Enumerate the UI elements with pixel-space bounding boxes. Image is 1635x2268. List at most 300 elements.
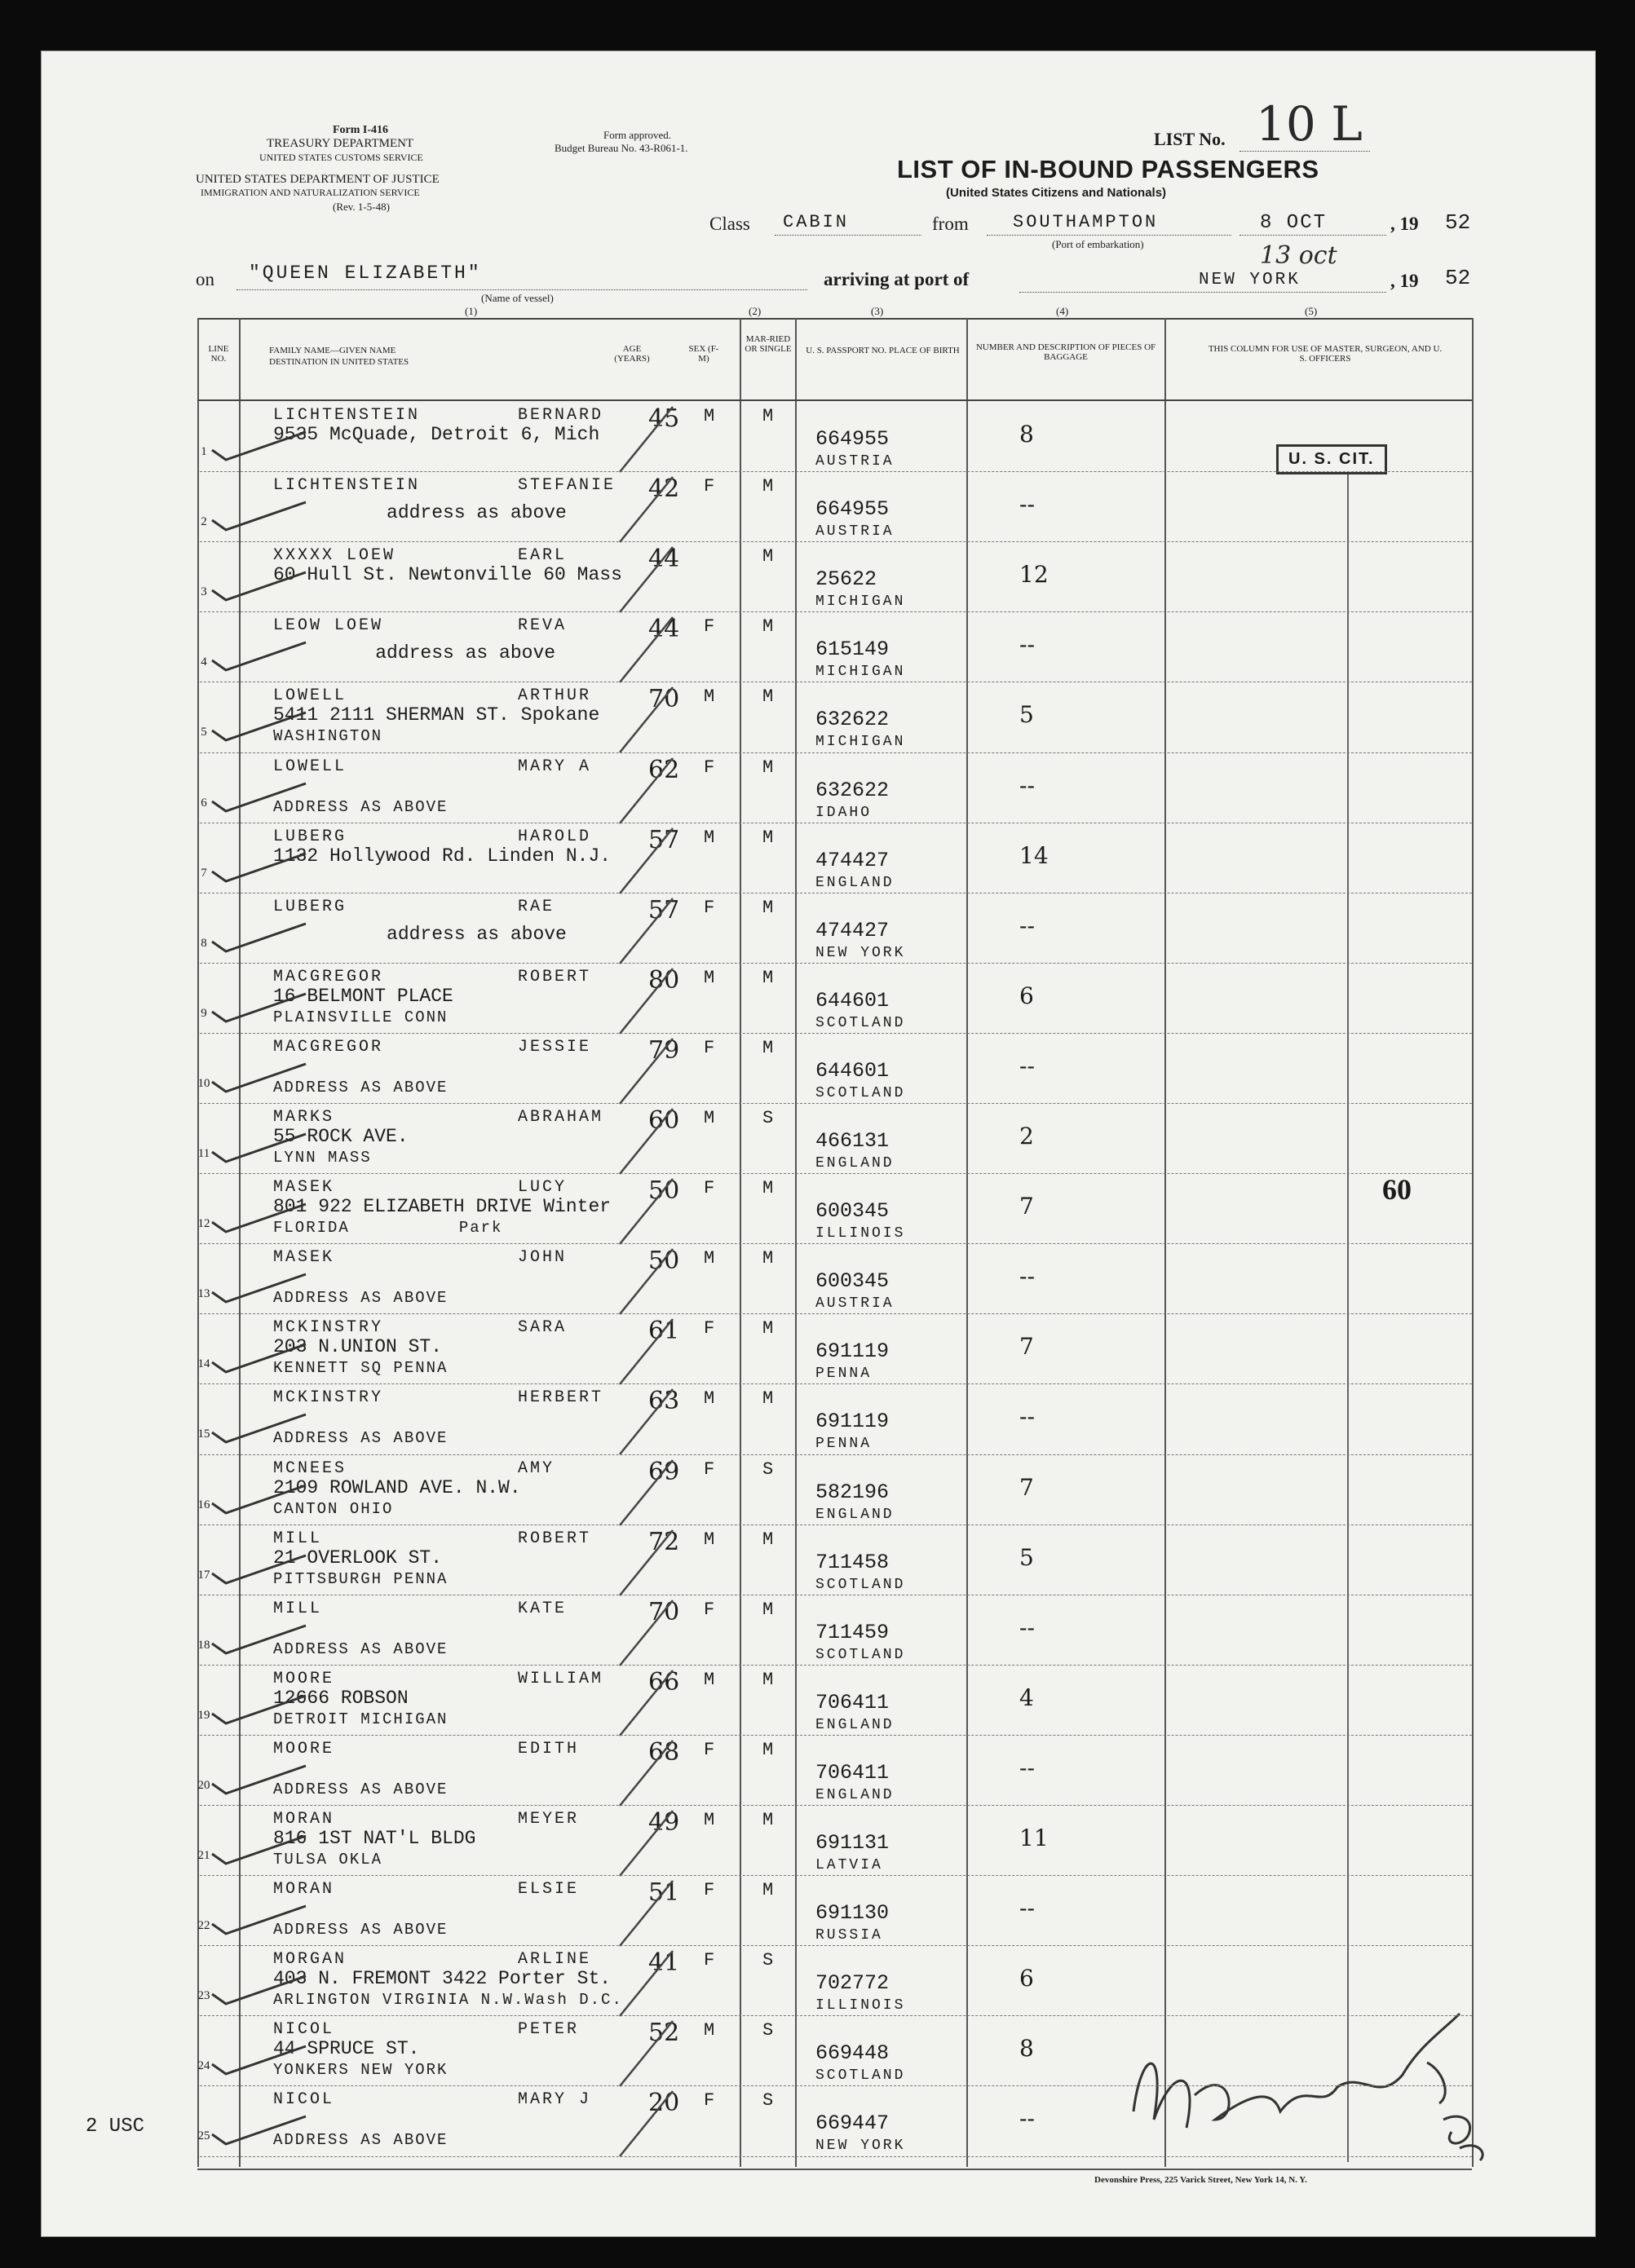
line-number: 23 <box>197 1989 210 2003</box>
family-name: LUBERG <box>273 827 347 846</box>
age: 50 <box>648 1176 680 1206</box>
check-mark-icon <box>208 706 314 755</box>
from-label: from <box>932 214 969 234</box>
place-of-birth: ENGLAND <box>815 874 895 891</box>
given-name: WILLIAM <box>518 1669 604 1688</box>
baggage-count: -- <box>1019 771 1035 799</box>
marital-status: M <box>762 897 774 918</box>
revision: (Rev. 1-5-48) <box>333 201 390 213</box>
age: 66 <box>648 1667 680 1697</box>
passenger-row <box>200 894 1472 964</box>
address-line-1: 55 ROCK AVE. <box>273 1126 409 1147</box>
line-number: 20 <box>197 1778 210 1792</box>
row-rule <box>200 893 1472 894</box>
baggage-count: 7 <box>1019 1333 1034 1361</box>
row-rule <box>200 1665 1472 1666</box>
marital-status: M <box>762 757 774 778</box>
passport-number: 600345 <box>815 1269 890 1294</box>
given-name: RAE <box>518 897 555 916</box>
check-mark-icon <box>208 1970 314 2019</box>
place-of-birth: SCOTLAND <box>815 1576 906 1593</box>
embark-caption: (Port of embarkation) <box>1052 238 1144 250</box>
page-title: LIST OF IN-BOUND PASSENGERS <box>897 155 1319 183</box>
age: 51 <box>648 1878 680 1908</box>
given-name: REVA <box>518 616 568 636</box>
given-name: HAROLD <box>518 827 592 846</box>
baggage-count: 8 <box>1019 2035 1034 2063</box>
row-rule <box>200 1173 1472 1174</box>
check-mark-icon <box>208 1689 314 1738</box>
check-mark-icon <box>208 1549 314 1598</box>
col-num-1: (1) <box>465 305 478 317</box>
row-rule <box>200 1945 1472 1946</box>
verification-slash-icon <box>608 894 681 968</box>
marital-status: M <box>762 1529 774 1550</box>
family-name: MASEK <box>273 1248 335 1268</box>
passenger-row <box>197 1245 1472 1315</box>
passenger-row <box>200 683 1472 753</box>
place-of-birth: ENGLAND <box>815 1506 895 1523</box>
row-rule <box>200 1243 1472 1244</box>
passport-number: 691119 <box>815 1410 890 1434</box>
address-line-2: YONKERS NEW YORK <box>273 2061 449 2080</box>
age: 70 <box>648 1597 680 1626</box>
passport-number: 664955 <box>815 497 890 522</box>
check-mark-icon <box>208 1057 314 1106</box>
passenger-row <box>197 1877 1472 1947</box>
row-rule <box>200 2156 1472 2157</box>
passenger-row <box>197 2017 1472 2087</box>
col-header-name: FAMILY NAME—GIVEN NAME <box>269 346 396 355</box>
place-of-birth: SCOTLAND <box>815 1084 906 1101</box>
line-number: 15 <box>197 1427 210 1441</box>
passport-number: 691119 <box>815 1339 890 1364</box>
age: 50 <box>648 1247 680 1276</box>
check-mark-icon <box>208 496 314 545</box>
verification-slash-icon <box>608 1947 681 2020</box>
sex: F <box>704 1037 715 1058</box>
family-name: LICHTENSTEIN <box>273 476 421 496</box>
address-line-1: address as above <box>330 642 556 664</box>
age: 20 <box>648 2089 680 2118</box>
line-number: 17 <box>197 1568 210 1582</box>
marital-status: M <box>762 546 774 567</box>
address-line-2: LYNN MASS <box>273 1149 372 1167</box>
row-rule <box>200 541 1472 542</box>
marital-status: M <box>762 1669 774 1690</box>
address-line-2: ADDRESS AS ABOVE <box>273 1078 449 1096</box>
given-name: MEYER <box>518 1810 580 1829</box>
baggage-count: -- <box>1019 491 1035 518</box>
baggage-count: 12 <box>1019 561 1049 589</box>
passenger-row <box>200 403 1472 473</box>
address-line-1: 1132 Hollywood Rd. Linden N.J. <box>273 845 612 867</box>
age: 62 <box>648 755 680 784</box>
family-name: MORAN <box>273 1880 335 1900</box>
address-line-2: FLORIDA Park <box>273 1219 503 1238</box>
passport-number: 702772 <box>815 1971 890 1996</box>
verification-slash-icon <box>608 1877 681 1950</box>
given-name: LUCY <box>518 1178 568 1198</box>
line-number: 5 <box>201 726 207 739</box>
age: 72 <box>648 1527 680 1556</box>
age: 80 <box>648 965 680 995</box>
verification-slash-icon <box>608 1666 681 1740</box>
given-name: HERBERT <box>518 1388 604 1408</box>
verification-slash-icon <box>608 754 681 827</box>
given-name: SARA <box>518 1318 568 1338</box>
footer-left: 2 USC <box>86 2116 145 2138</box>
address-line-2: ARLINGTON VIRGINIA N.W.Wash D.C. <box>273 1991 623 2010</box>
check-mark-icon <box>208 847 314 896</box>
row-rule <box>200 963 1472 964</box>
passenger-row <box>197 1526 1472 1596</box>
verification-slash-icon <box>608 1807 681 1880</box>
address-line-2: ADDRESS AS ABOVE <box>273 1780 449 1798</box>
verification-slash-icon <box>608 1385 681 1458</box>
passport-number: 474427 <box>815 918 890 942</box>
baggage-count: 6 <box>1019 1965 1034 1992</box>
place-of-birth: ILLINOIS <box>815 1225 906 1242</box>
sex: M <box>704 1388 715 1410</box>
passenger-row <box>197 1175 1472 1245</box>
line-number: 19 <box>197 1708 210 1722</box>
row-rule <box>200 752 1472 753</box>
age: 44 <box>648 545 680 574</box>
line-number: 21 <box>197 1849 210 1862</box>
sex: M <box>704 1669 715 1690</box>
family-name: NICOL <box>273 2090 335 2110</box>
passport-number: 466131 <box>815 1129 890 1153</box>
address-line-2: ADDRESS AS ABOVE <box>273 1289 449 1308</box>
line-number: 1 <box>201 445 207 458</box>
verification-slash-icon <box>608 1596 681 1670</box>
marital-status: M <box>762 827 774 848</box>
address-line-1: 5411 2111 SHERMAN ST. Spokane <box>273 704 600 726</box>
passenger-row <box>200 473 1472 543</box>
verification-slash-icon <box>608 1035 681 1108</box>
marital-status: S <box>762 1458 774 1480</box>
row-rule <box>200 1454 1472 1455</box>
given-name: JOHN <box>518 1248 568 1268</box>
verification-slash-icon <box>608 543 681 616</box>
marital-status: M <box>762 476 774 497</box>
marital-status: M <box>762 1318 774 1339</box>
age: 42 <box>648 474 680 504</box>
passenger-row <box>197 1736 1472 1807</box>
address-line-2: PLAINSVILLE CONN <box>273 1008 449 1026</box>
family-name: LUBERG <box>273 897 347 916</box>
check-mark-icon <box>208 1198 314 1247</box>
place-of-birth: MICHIGAN <box>815 664 906 681</box>
passenger-row <box>200 964 1472 1035</box>
place-of-birth: NEW YORK <box>815 2138 906 2155</box>
arrival-date: 13 oct <box>1260 241 1337 270</box>
row-rule <box>200 1313 1472 1314</box>
baggage-count: 8 <box>1019 421 1034 448</box>
baggage-count: 14 <box>1019 841 1049 869</box>
sex: F <box>704 1599 715 1620</box>
row-rule <box>200 471 1472 472</box>
place-of-birth: MICHIGAN <box>815 734 906 751</box>
baggage-count: -- <box>1019 1052 1035 1079</box>
verification-slash-icon <box>608 473 681 546</box>
class-line <box>775 235 921 236</box>
embark-port: SOUTHAMPTON <box>1013 212 1159 232</box>
check-mark-icon <box>208 917 314 966</box>
marital-status: M <box>762 1880 774 1901</box>
line-number: 14 <box>197 1357 210 1371</box>
place-of-birth: AUSTRIA <box>815 1295 895 1313</box>
verification-slash-icon <box>608 2017 681 2090</box>
baggage-count: -- <box>1019 911 1035 939</box>
check-mark-icon <box>208 2040 314 2089</box>
address-line-2: PITTSBURGH PENNA <box>273 1569 449 1588</box>
form-approved: Form approved. <box>603 129 672 141</box>
address-line-2: ADDRESS AS ABOVE <box>273 1921 449 1939</box>
row-rule <box>200 2085 1472 2086</box>
embark-date: 8 OCT <box>1260 212 1328 234</box>
verification-slash-icon <box>608 824 681 898</box>
printer-imprint: Devonshire Press, 225 Varick Street, New York 14, N. Y. <box>1094 2175 1307 2185</box>
class-value: CABIN <box>783 212 850 232</box>
place-of-birth: SCOTLAND <box>815 1646 906 1663</box>
given-name: STEFANIE <box>518 476 616 496</box>
row-rule <box>200 1875 1472 1876</box>
sex: M <box>704 2020 715 2041</box>
age: 60 <box>648 1106 680 1135</box>
row-rule <box>200 1383 1472 1384</box>
marital-status: M <box>762 1178 774 1199</box>
class-label: Class <box>709 214 750 234</box>
verification-slash-icon <box>608 1456 681 1529</box>
age: 70 <box>648 685 680 714</box>
family-name: MORAN <box>273 1810 335 1829</box>
family-name: MASEK <box>273 1178 335 1198</box>
family-name: MCKINSTRY <box>273 1318 384 1338</box>
address-line-1: 21 OVERLOOK ST. <box>273 1547 443 1569</box>
col-header-officers: THIS COLUMN FOR USE OF MASTER, SURGEON, AND U. S. OFFICERS <box>1208 344 1443 364</box>
given-name: ROBERT <box>518 967 592 986</box>
address-line-1: 12666 ROBSON <box>273 1687 409 1709</box>
check-mark-icon <box>208 1619 314 1668</box>
family-name: MOORE <box>273 1669 335 1688</box>
verification-slash-icon <box>608 1245 681 1318</box>
header-rule <box>197 399 1472 401</box>
address-line-1: 403 N. FREMONT 3422 Porter St. <box>273 1968 612 1990</box>
line-number: 7 <box>201 866 207 880</box>
passport-number: 474427 <box>815 848 890 872</box>
family-name: LOWELL <box>273 757 347 776</box>
baggage-count: -- <box>1019 1895 1035 1922</box>
age: 68 <box>648 1737 680 1767</box>
passenger-row <box>197 1315 1472 1385</box>
row-rule <box>200 611 1472 612</box>
baggage-count: -- <box>1019 631 1035 659</box>
age: 52 <box>648 2019 680 2048</box>
col-num-4: (4) <box>1056 305 1069 317</box>
line-number: 18 <box>197 1638 210 1652</box>
line-number: 6 <box>201 796 207 810</box>
passenger-row <box>197 1666 1472 1736</box>
sex: F <box>704 476 715 497</box>
given-name: ARLINE <box>518 1950 592 1970</box>
marital-status: M <box>762 1810 774 1830</box>
sex: M <box>704 967 715 988</box>
verification-slash-icon <box>608 1105 681 1178</box>
treasury-dept: TREASURY DEPARTMENT <box>267 137 414 150</box>
check-mark-icon <box>208 1268 314 1317</box>
passport-number: 706411 <box>815 1760 890 1785</box>
place-of-birth: PENNA <box>815 1366 873 1383</box>
sex: M <box>704 1529 715 1550</box>
passport-number: 706411 <box>815 1690 890 1714</box>
passenger-row <box>197 1807 1472 1877</box>
col-divider-right <box>1472 318 1474 2167</box>
check-mark-icon <box>208 636 314 685</box>
given-name: ARTHUR <box>518 686 592 706</box>
given-name: AMY <box>518 1458 555 1478</box>
row-rule <box>200 1033 1472 1034</box>
marital-status: M <box>762 406 774 426</box>
family-name: MARKS <box>273 1108 335 1127</box>
check-mark-icon <box>208 987 314 1036</box>
check-mark-icon <box>208 1127 314 1176</box>
baggage-count: -- <box>1019 2105 1035 2133</box>
arrival-line <box>1019 292 1386 293</box>
list-no-line <box>1240 151 1370 152</box>
verification-slash-icon <box>608 1526 681 1600</box>
address-line-1: address as above <box>330 923 567 945</box>
passport-number: 582196 <box>815 1480 890 1504</box>
sex: F <box>704 2090 715 2111</box>
line-number: 16 <box>197 1498 210 1511</box>
baggage-count: 7 <box>1019 1473 1034 1501</box>
total-count: 60 <box>1382 1173 1412 1206</box>
line-number: 11 <box>197 1147 210 1160</box>
row-rule <box>200 1103 1472 1104</box>
sex: M <box>704 1108 715 1128</box>
budget-bureau: Budget Bureau No. 43-R061-1. <box>555 142 688 154</box>
family-name: MCKINSTRY <box>273 1388 384 1408</box>
family-name: MORGAN <box>273 1950 347 1970</box>
check-mark-icon <box>208 1338 314 1387</box>
passport-number: 711459 <box>815 1620 890 1644</box>
place-of-birth: RUSSIA <box>815 1927 883 1944</box>
address-line-1: 16 BELMONT PLACE <box>273 985 453 1007</box>
age: 44 <box>648 615 680 644</box>
line-number: 24 <box>197 2059 210 2073</box>
col-num-2: (2) <box>749 305 762 317</box>
verification-slash-icon <box>608 1736 681 1810</box>
year-value-2: 52 <box>1445 266 1471 290</box>
address-line-2: WASHINGTON <box>273 727 383 746</box>
given-name: JESSIE <box>518 1037 592 1057</box>
line-number: 8 <box>201 936 207 950</box>
verification-slash-icon <box>608 403 681 476</box>
family-name: XXXXX LOEW <box>273 546 396 566</box>
family-name: MOORE <box>273 1739 335 1758</box>
place-of-birth: PENNA <box>815 1436 873 1453</box>
line-number: 2 <box>201 515 207 529</box>
address-line-1: 2109 ROWLAND AVE. N.W. <box>273 1476 521 1498</box>
baggage-count: 4 <box>1019 1683 1034 1711</box>
age: 69 <box>648 1457 680 1486</box>
marital-status: M <box>762 1739 774 1760</box>
passport-number: 691130 <box>815 1901 890 1926</box>
marital-status: M <box>762 1599 774 1620</box>
passenger-row <box>200 543 1472 613</box>
passport-number: 664955 <box>815 427 890 451</box>
passenger-row <box>197 1035 1472 1105</box>
col-header-passport: U. S. PASSPORT NO. PLACE OF BIRTH <box>806 346 960 355</box>
col-header-destination: DESTINATION IN UNITED STATES <box>269 357 409 367</box>
passport-number: 644601 <box>815 1058 890 1083</box>
line-number: 4 <box>201 655 207 669</box>
marital-status: M <box>762 1248 774 1269</box>
place-of-birth: IDAHO <box>815 804 873 821</box>
given-name: MARY J <box>518 2090 592 2110</box>
check-mark-icon <box>208 1900 314 1948</box>
sex: F <box>704 1178 715 1199</box>
passport-number: 691131 <box>815 1831 890 1855</box>
marital-status: M <box>762 967 774 988</box>
address-line-1: 203 N.UNION ST. <box>273 1336 443 1358</box>
check-mark-icon <box>208 566 314 615</box>
year-label-1: , 19 <box>1390 214 1419 234</box>
place-of-birth: AUSTRIA <box>815 453 895 470</box>
baggage-count: 5 <box>1019 1543 1034 1571</box>
col-header-age: AGE (YEARS) <box>614 344 650 364</box>
address-line-2: ADDRESS AS ABOVE <box>273 1639 449 1658</box>
verification-slash-icon <box>608 683 681 757</box>
baggage-count: -- <box>1019 1754 1035 1781</box>
place-of-birth: AUSTRIA <box>815 523 895 541</box>
marital-status: M <box>762 1388 774 1410</box>
line-number: 22 <box>197 1919 210 1933</box>
address-line-2: KENNETT SQ PENNA <box>273 1359 449 1378</box>
sex: F <box>704 897 715 918</box>
sex: M <box>704 827 715 848</box>
justice-dept: UNITED STATES DEPARTMENT OF JUSTICE <box>196 173 440 186</box>
given-name: EDITH <box>518 1739 580 1758</box>
col-header-sex: SEX (F-M) <box>688 344 719 364</box>
passenger-row <box>197 1947 1472 2017</box>
vessel-name: "QUEEN ELIZABETH" <box>249 263 482 284</box>
passport-number: 711458 <box>815 1550 890 1574</box>
passport-number: 600345 <box>815 1199 890 1224</box>
address-line-1: 816 1ST NAT'L BLDG <box>273 1828 476 1849</box>
place-of-birth: ENGLAND <box>815 1786 895 1803</box>
marital-status: S <box>762 2020 774 2041</box>
passenger-row <box>200 613 1472 683</box>
age: 41 <box>648 1948 680 1978</box>
line-number: 12 <box>197 1217 210 1231</box>
passenger-row <box>197 1456 1472 1526</box>
marital-status: S <box>762 1950 774 1971</box>
address-line-1: 44 SPRUCE ST. <box>273 2038 420 2060</box>
year-label-2: , 19 <box>1390 271 1419 291</box>
row-rule <box>200 2015 1472 2016</box>
address-line-2: DETROIT MICHIGAN <box>273 1710 449 1728</box>
check-mark-icon <box>208 1829 314 1878</box>
given-name: BERNARD <box>518 406 604 425</box>
given-name: MARY A <box>518 757 592 776</box>
family-name: MACGREGOR <box>273 967 384 986</box>
passport-number: 669448 <box>815 2041 890 2066</box>
passport-number: 669447 <box>815 2111 890 2136</box>
family-name: MILL <box>273 1599 323 1618</box>
